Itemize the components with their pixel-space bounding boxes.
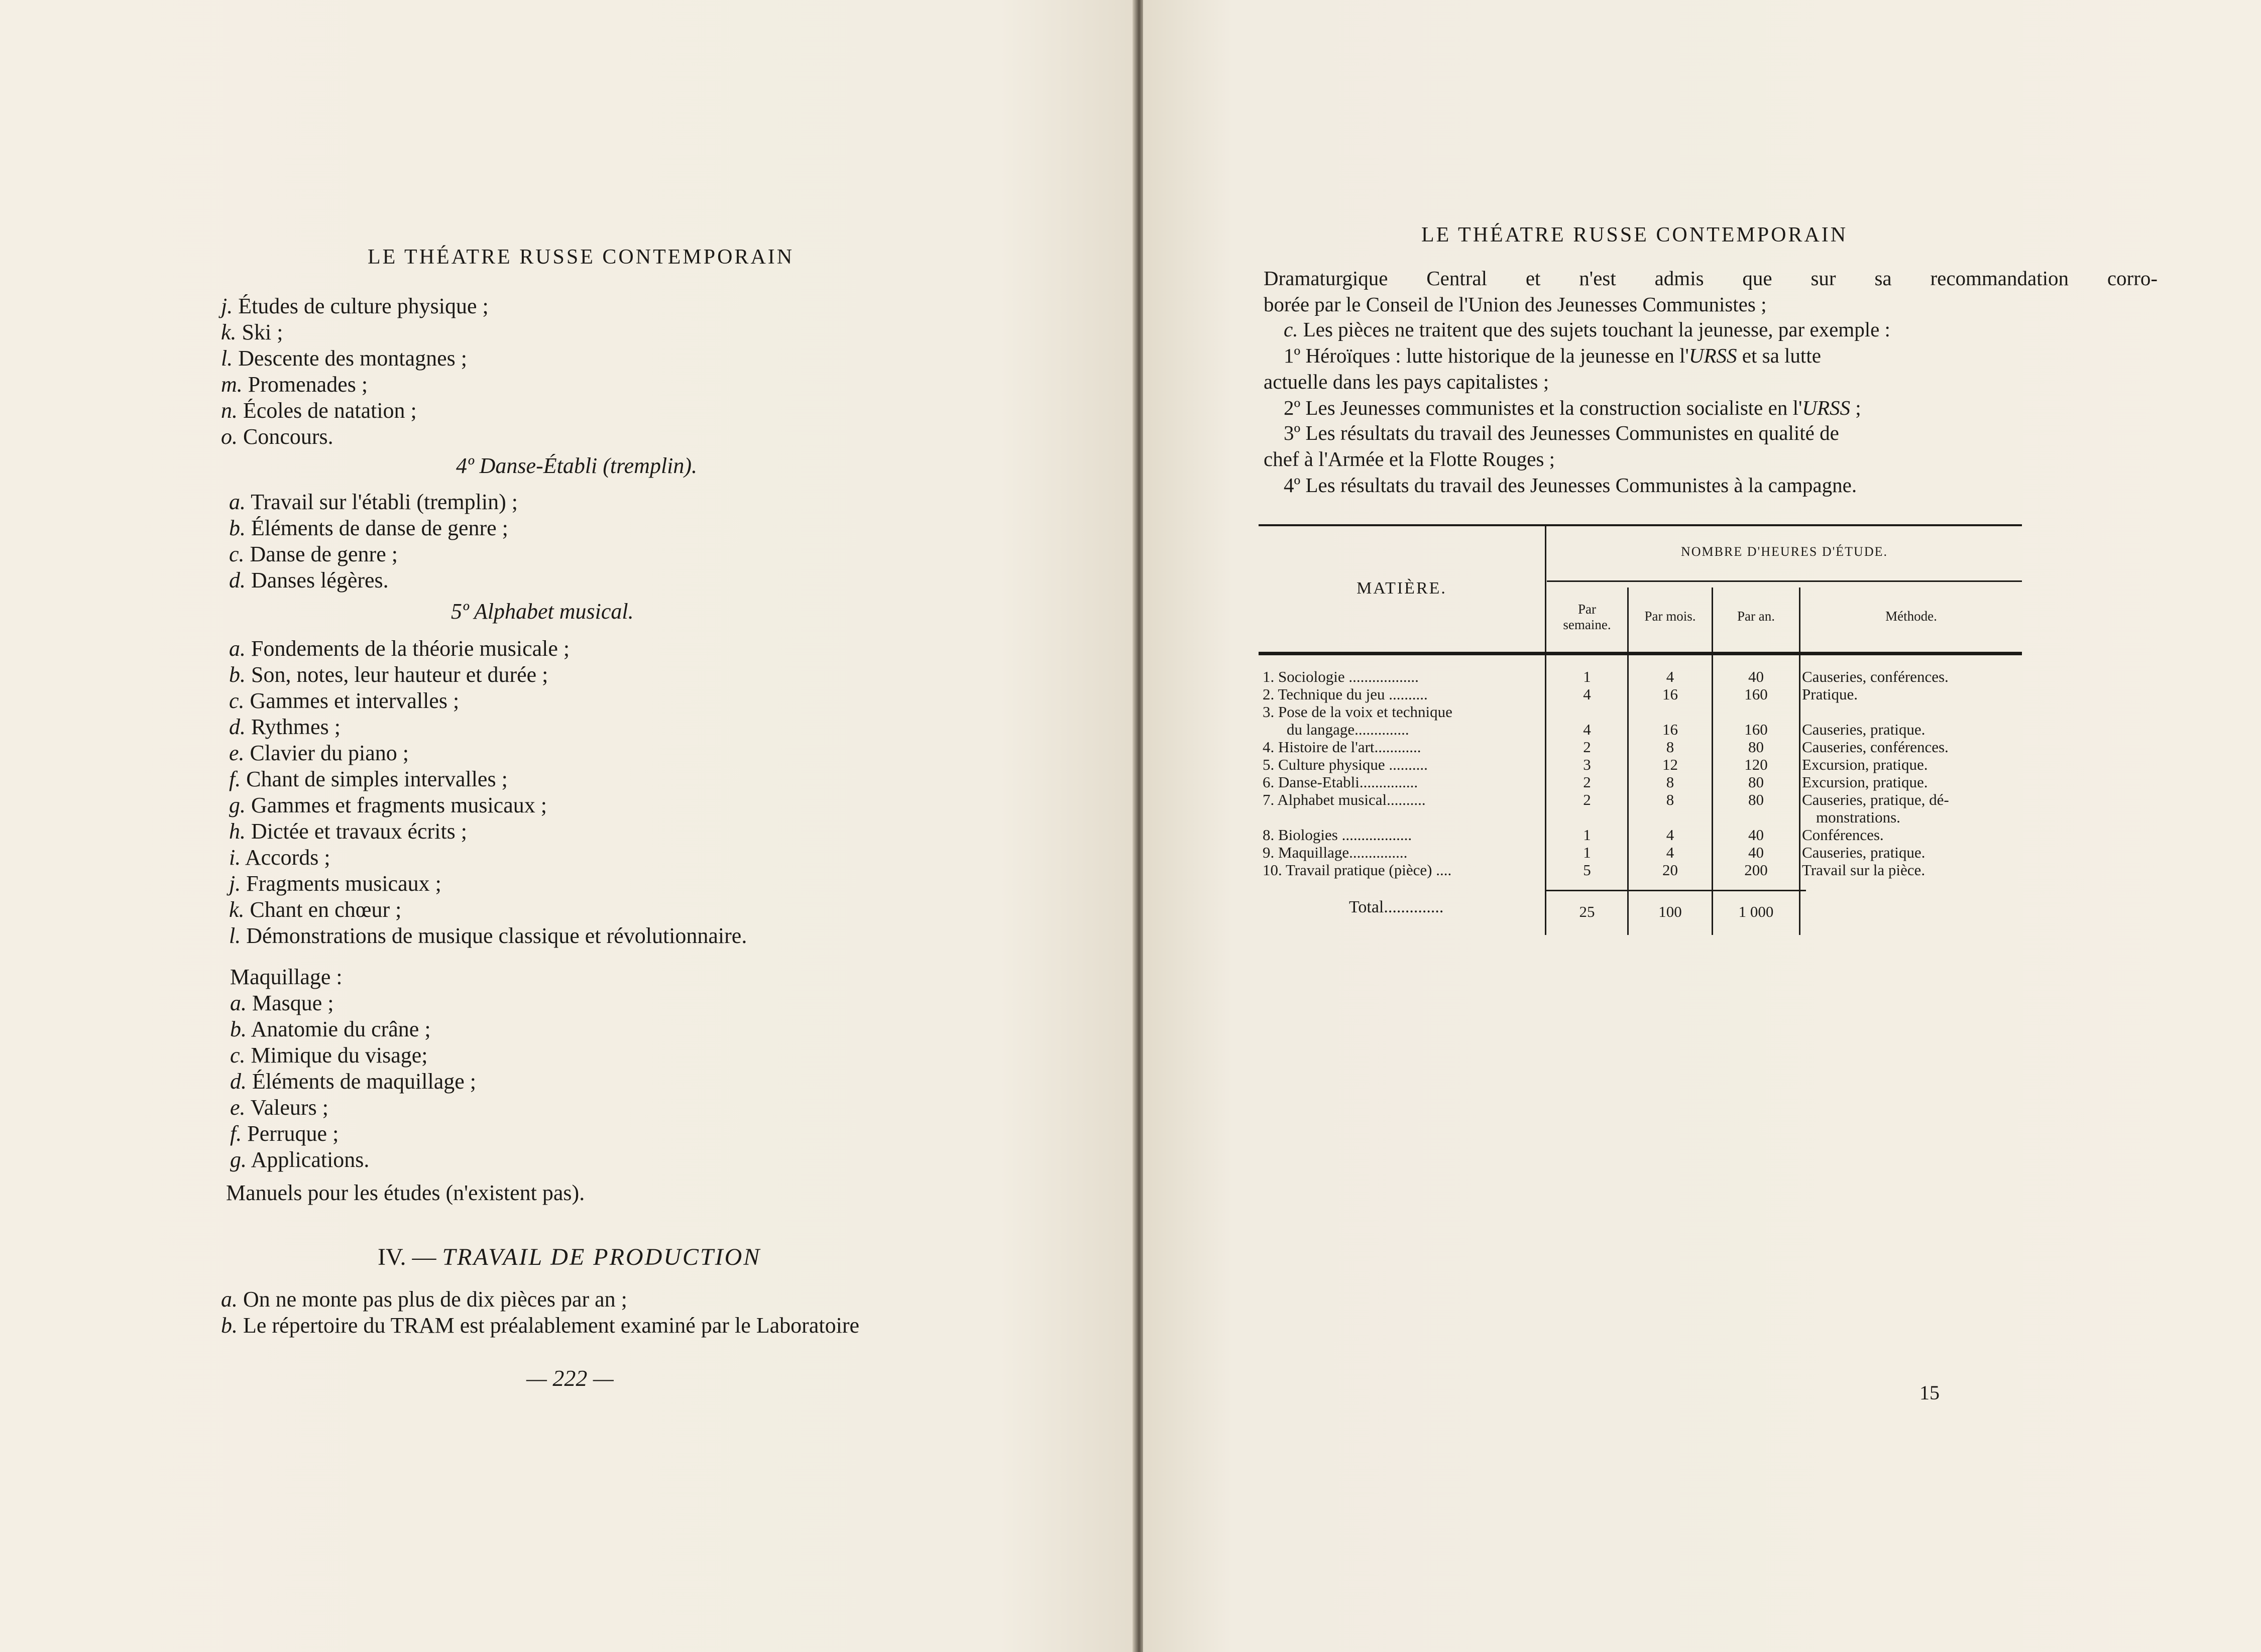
maquillage-letter: e. — [230, 1095, 246, 1120]
header-methode: Méthode. — [1885, 609, 1937, 624]
sports-item — [221, 347, 467, 370]
table-row-method: Travail sur la pièce. — [1802, 861, 1926, 879]
table-row-year: 40 — [1748, 826, 1764, 844]
danse-letter: c. — [229, 542, 245, 566]
production-letter: a. — [221, 1287, 238, 1312]
musique-item — [229, 925, 747, 947]
musique-text: Chant de simples intervalles ; — [246, 767, 508, 791]
table-row-year: 80 — [1748, 791, 1764, 808]
musique-letter: e. — [229, 741, 245, 765]
musique-letter: i. — [229, 845, 241, 870]
musique-text: Son, notes, leur hauteur et durée ; — [251, 662, 548, 687]
musique-letter: g. — [229, 793, 246, 817]
table-row-month: 4 — [1666, 826, 1674, 844]
musique-text: Accords ; — [245, 845, 330, 870]
table-row-week: 1 — [1583, 668, 1591, 685]
item-1-line1 — [1284, 345, 2158, 366]
table-row-year: 120 — [1744, 756, 1768, 773]
maquillage-text: Anatomie du crâne ; — [251, 1017, 431, 1041]
table-row-subject: 1. Sociologie .................. — [1263, 668, 1419, 685]
maquillage-item — [230, 1123, 338, 1145]
table-row-subject: 8. Biologies .................. — [1263, 826, 1412, 844]
table-row-month: 16 — [1662, 685, 1678, 703]
table-row-week: 2 — [1583, 791, 1591, 808]
table-row-month: 4 — [1666, 668, 1674, 685]
total-week: 25 — [1579, 903, 1595, 920]
maquillage-text: Valeurs ; — [250, 1095, 328, 1120]
maquillage-label: Maquillage : — [230, 965, 343, 989]
total-rule — [1545, 890, 1806, 891]
header-semaine-line2: semaine. — [1563, 617, 1611, 633]
table-row-method: Causeries, conférences. — [1802, 668, 1949, 685]
maquillage-letter: f. — [230, 1121, 242, 1146]
left-page-number: — 222 — — [526, 1365, 614, 1391]
table-top-rule — [1259, 524, 2022, 526]
left-running-head: LE THÉATRE RUSSE CONTEMPORAIN — [368, 246, 795, 269]
item-2-urss: URSS — [1802, 396, 1851, 419]
table-row-method: Causeries, pratique. — [1802, 721, 1926, 738]
table-row-month: 20 — [1662, 861, 1678, 879]
total-year: 1 000 — [1738, 903, 1774, 920]
table-row-method: Causeries, conférences. — [1802, 738, 1949, 756]
total-month: 100 — [1658, 903, 1682, 920]
sports-text: Promenades ; — [248, 372, 368, 397]
table-row-month: 8 — [1666, 773, 1674, 791]
table-row-week: 4 — [1583, 721, 1591, 738]
musique-letter: k. — [229, 897, 245, 922]
musique-text: Rythmes ; — [251, 715, 341, 739]
maquillage-letter: d. — [230, 1069, 247, 1094]
musique-item — [229, 664, 548, 686]
sports-text: Concours. — [243, 424, 333, 449]
danse-letter: a. — [229, 490, 246, 514]
table-row-subject: 2. Technique du jeu .......... — [1263, 685, 1428, 703]
section-iv-number: IV. — — [378, 1244, 436, 1270]
table-row-year: 80 — [1748, 773, 1764, 791]
maquillage-item — [230, 992, 334, 1014]
production-item — [221, 1288, 627, 1311]
header-semaine — [1547, 602, 1627, 633]
musique-item — [229, 794, 547, 816]
danse-text: Éléments de danse de genre ; — [251, 516, 508, 540]
total-label: Total.............. — [1349, 898, 1444, 916]
musique-letter: b. — [229, 662, 246, 687]
production-letter: b. — [221, 1313, 238, 1338]
danse-item — [229, 543, 398, 565]
musique-item — [229, 847, 330, 869]
table-row-subject: 5. Culture physique .......... — [1263, 756, 1428, 773]
musique-item — [229, 899, 401, 921]
musique-item — [229, 716, 341, 738]
sports-item — [221, 426, 333, 448]
header-group: NOMBRE D'HEURES D'ÉTUDE. — [1681, 544, 1888, 559]
table-row-year: 200 — [1744, 861, 1768, 879]
table-row-month: 16 — [1662, 721, 1678, 738]
musique-letter: j. — [229, 871, 241, 896]
item-1-line2: actuelle dans les pays capitalistes ; — [1264, 370, 1549, 393]
table-row-week: 1 — [1583, 844, 1591, 861]
sports-text: Descente des montagnes ; — [238, 346, 467, 371]
danse-item — [229, 491, 518, 513]
sports-item — [221, 295, 489, 317]
maquillage-item — [230, 1071, 476, 1093]
para1-line2: borée par le Conseil de l'Union des Jeunesses Communistes ; — [1264, 293, 1767, 316]
table-row-subject: 3. Pose de la voix et technique — [1263, 703, 1452, 721]
header-matiere: MATIÈRE. — [1356, 579, 1447, 598]
musique-item — [229, 742, 409, 764]
musique-letter: a. — [229, 636, 246, 661]
production-item — [221, 1315, 859, 1337]
musique-item — [229, 690, 459, 712]
danse-letter: d. — [229, 568, 246, 593]
header-an: Par an. — [1737, 609, 1775, 624]
item-1-text-a: Héroïques : lutte historique de la jeunesse en l' — [1305, 344, 1689, 367]
item-2-text-a: Les Jeunesses communistes et la construction socialiste en l' — [1305, 396, 1802, 419]
group-underline — [1547, 580, 2022, 582]
musique-item — [229, 638, 570, 660]
production-text: On ne monte pas plus de dix pièces par an ; — [243, 1287, 627, 1312]
table-row-method: Excursion, pratique. — [1802, 756, 1928, 773]
musique-item — [229, 820, 467, 843]
table-row-year: 160 — [1744, 685, 1768, 703]
maquillage-text: Éléments de maquillage ; — [252, 1069, 476, 1094]
danse-text: Danse de genre ; — [250, 542, 398, 566]
item-c — [1284, 319, 1890, 340]
musique-text: Chant en chœur ; — [250, 897, 402, 922]
table-row-method: Causeries, pratique. — [1802, 844, 1926, 861]
section-iv-title: TRAVAIL DE PRODUCTION — [442, 1244, 761, 1270]
table-row-year: 160 — [1744, 721, 1768, 738]
production-text: Le répertoire du TRAM est préalablement examiné par le Laboratoire — [243, 1313, 859, 1338]
table-row-year: 40 — [1748, 668, 1764, 685]
musique-text: Démonstrations de musique classique et révolutionnaire. — [246, 923, 747, 948]
item-c-letter: c. — [1284, 318, 1298, 341]
sports-text: Écoles de natation ; — [243, 398, 417, 423]
table-row-week: 2 — [1583, 773, 1591, 791]
musique-text: Dictée et travaux écrits ; — [251, 819, 468, 844]
musique-letter: f. — [229, 767, 241, 791]
table-row-week: 2 — [1583, 738, 1591, 756]
sports-item — [221, 400, 417, 422]
table-row-year: 40 — [1748, 844, 1764, 861]
table-row-method: Pratique. — [1802, 685, 1858, 703]
item-4-text: Les résultats du travail des Jeunesses Communistes à la campagne. — [1305, 474, 1857, 497]
musique-letter: c. — [229, 688, 245, 713]
item-3-line2: chef à l'Armée et la Flotte Rouges ; — [1264, 447, 1555, 470]
sports-letter: o. — [221, 424, 238, 449]
table-row-month: 4 — [1666, 844, 1674, 861]
danse-item — [229, 517, 508, 539]
table-row-method: Excursion, pratique. — [1802, 773, 1928, 791]
item-3-line1 — [1284, 423, 1839, 443]
table-row-month: 8 — [1666, 791, 1674, 808]
musique-letter: h. — [229, 819, 246, 844]
header-semaine-line1: Par — [1578, 602, 1596, 617]
musique-text: Fondements de la théorie musicale ; — [251, 636, 570, 661]
maquillage-text: Masque ; — [252, 991, 334, 1015]
musique-text: Fragments musicaux ; — [246, 871, 441, 896]
section-4-heading: 4º Danse-Établi (tremplin). — [456, 453, 698, 478]
section-iv-heading — [378, 1245, 761, 1269]
item-2-num: 2º — [1284, 396, 1301, 419]
maquillage-item — [230, 1097, 328, 1119]
item-1-urss: URSS — [1688, 344, 1737, 367]
table-row-subject: 9. Maquillage............... — [1263, 844, 1408, 861]
musique-letter: d. — [229, 715, 246, 739]
maquillage-item — [230, 1149, 369, 1171]
sports-item — [221, 321, 283, 343]
danse-letter: b. — [229, 516, 246, 540]
maquillage-item — [230, 1044, 428, 1067]
section-5-heading: 5º Alphabet musical. — [451, 599, 634, 624]
item-1-text-b: et sa lutte — [1737, 344, 1821, 367]
maquillage-text: Perruque ; — [247, 1121, 339, 1146]
sports-text: Études de culture physique ; — [238, 294, 489, 318]
maquillage-letter: g. — [230, 1147, 247, 1172]
table-row-week: 1 — [1583, 826, 1591, 844]
item-2 — [1284, 398, 1861, 418]
manuels-line: Manuels pour les études (n'existent pas). — [226, 1181, 585, 1205]
table-row-method: Conférences. — [1802, 826, 1884, 844]
musique-text: Gammes et fragments musicaux ; — [251, 793, 547, 817]
table-row-month: 8 — [1666, 738, 1674, 756]
sports-letter: n. — [221, 398, 238, 423]
header-bottom-rule — [1259, 652, 2022, 655]
musique-text: Clavier du piano ; — [250, 741, 409, 765]
sports-letter: j. — [221, 294, 233, 318]
item-4 — [1284, 475, 1857, 496]
sports-text: Ski ; — [242, 320, 283, 344]
para1-line1: Dramaturgique Central et n'est admis que sur sa recommandation corro- — [1264, 267, 2158, 290]
table-row-method: monstrations. — [1816, 808, 1900, 826]
sports-letter: k. — [221, 320, 237, 344]
right-page-number: 15 — [1919, 1381, 1940, 1404]
item-c-text: Les pièces ne traitent que des sujets touchant la jeunesse, par exemple : — [1303, 318, 1890, 341]
musique-text: Gammes et intervalles ; — [250, 688, 460, 713]
item-4-num: 4º — [1284, 474, 1301, 497]
table-row-subject: du langage.............. — [1287, 721, 1409, 738]
maquillage-item — [230, 1018, 431, 1040]
vrule-1 — [1545, 525, 1546, 935]
header-mois: Par mois. — [1644, 609, 1696, 624]
musique-letter: l. — [229, 923, 241, 948]
musique-item — [229, 768, 508, 790]
maquillage-letter: b. — [230, 1017, 247, 1041]
danse-text: Danses légères. — [251, 568, 389, 593]
musique-item — [229, 873, 441, 895]
maquillage-letter: a. — [230, 991, 247, 1015]
item-1-num: 1º — [1284, 344, 1301, 367]
item-3-num: 3º — [1284, 421, 1301, 444]
maquillage-letter: c. — [230, 1043, 246, 1068]
item-3-text: Les résultats du travail des Jeunesses Communistes en qualité de — [1305, 421, 1839, 444]
sports-letter: m. — [221, 372, 243, 397]
table-row-year: 80 — [1748, 738, 1764, 756]
danse-text: Travail sur l'établi (tremplin) ; — [251, 490, 518, 514]
table-row-week: 4 — [1583, 685, 1591, 703]
table-row-subject: 4. Histoire de l'art............ — [1263, 738, 1421, 756]
item-2-text-b: ; — [1850, 396, 1861, 419]
danse-item — [229, 569, 389, 592]
table-row-method: Causeries, pratique, dé- — [1802, 791, 1949, 808]
table-row-month: 12 — [1662, 756, 1678, 773]
sports-letter: l. — [221, 346, 233, 371]
table-row-week: 3 — [1583, 756, 1591, 773]
maquillage-text: Applications. — [251, 1147, 370, 1172]
maquillage-text: Mimique du visage; — [251, 1043, 428, 1068]
table-row-subject: 6. Danse-Etabli............... — [1263, 773, 1418, 791]
sports-item — [221, 374, 368, 396]
table-row-week: 5 — [1583, 861, 1591, 879]
vrule-4 — [1799, 587, 1800, 935]
table-row-subject: 10. Travail pratique (pièce) .... — [1263, 861, 1452, 879]
study-hours-table — [1259, 522, 2022, 944]
table-row-subject: 7. Alphabet musical.......... — [1263, 791, 1426, 808]
right-running-head: LE THÉATRE RUSSE CONTEMPORAIN — [1421, 223, 1848, 247]
